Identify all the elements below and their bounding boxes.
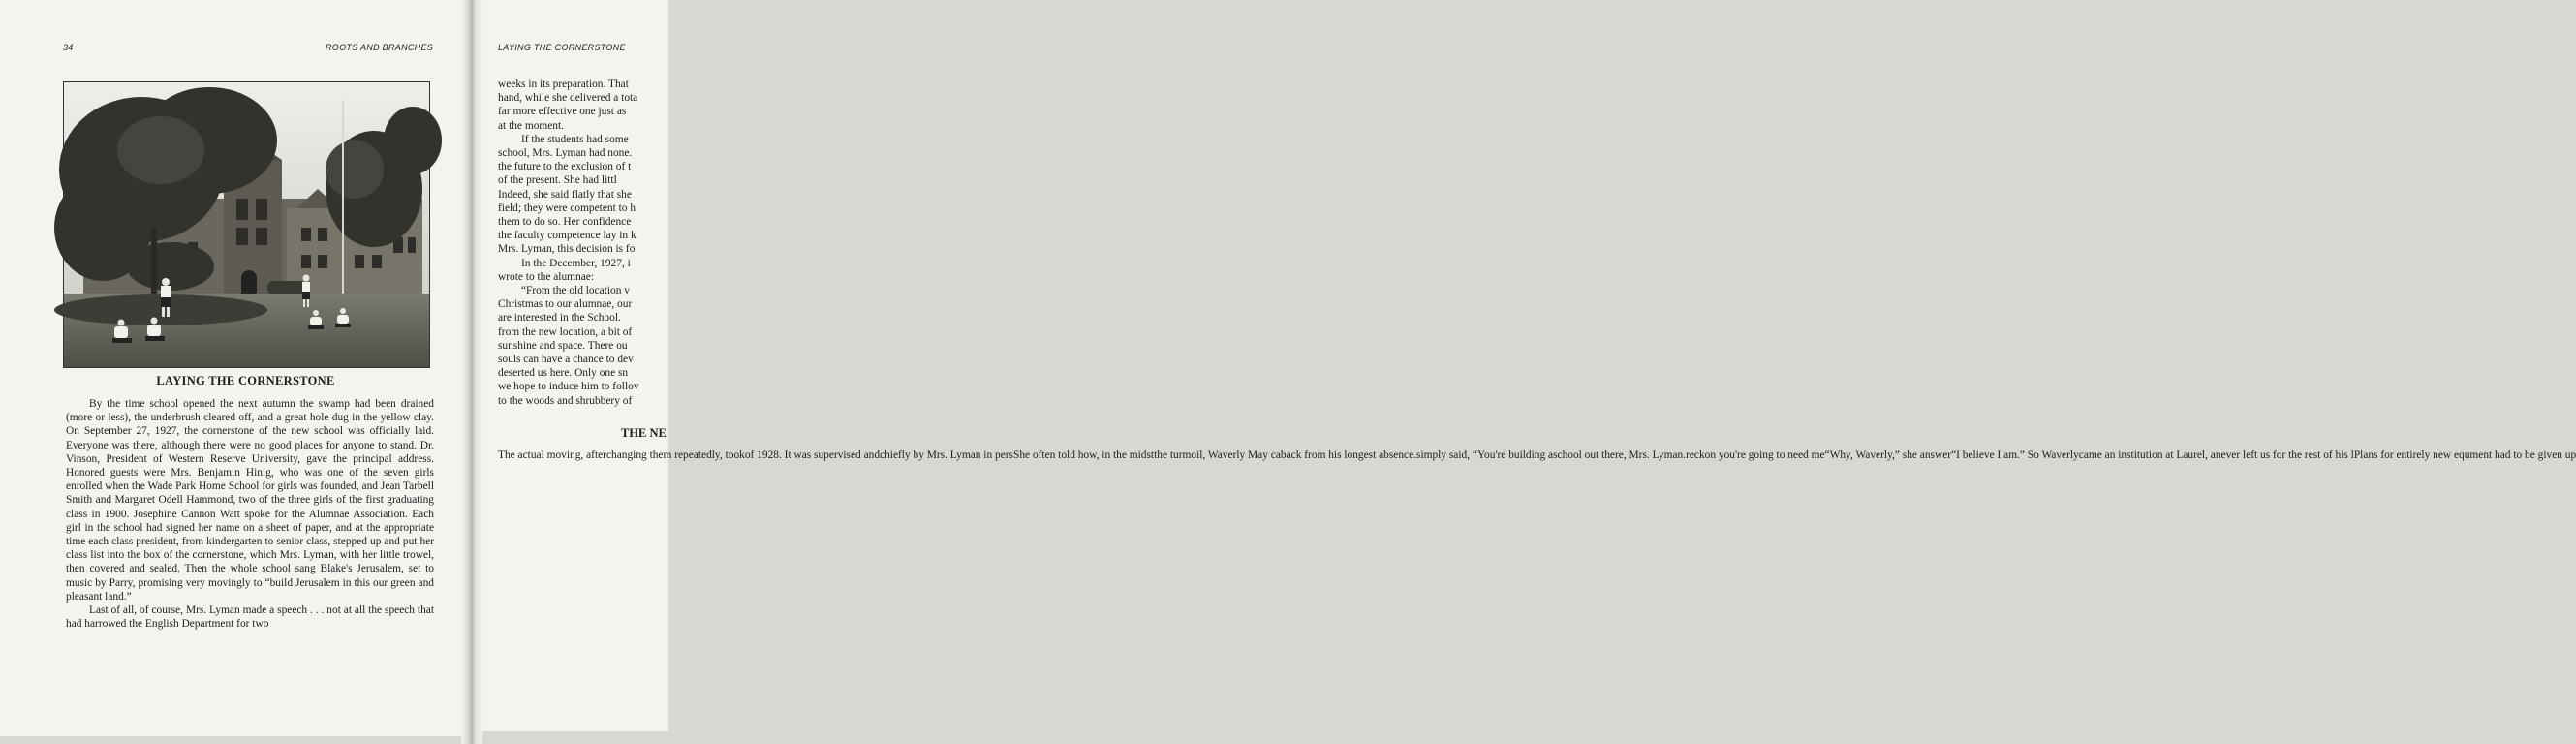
text-line: to the woods and shrubbery of <box>498 394 633 407</box>
text-line: of 1928. It was supervised and <box>744 450 881 461</box>
paragraph-speech: Last of all, of course, Mrs. Lyman made a speech . . . not at all the speech that had harrowed the English Department for two <box>66 604 434 631</box>
text-line: from the new location, a bit of <box>498 326 633 338</box>
text-line: school, Mrs. Lyman had none. <box>498 147 633 160</box>
right-column-text-bottom <box>498 449 2576 462</box>
text-line: simply said, “You're building a <box>1416 450 1554 461</box>
text-line: Christmas to our alumnae, our <box>498 298 633 311</box>
text-line: never left us for the rest of his l <box>2215 450 2354 461</box>
text-line: hand, while she delivered a tota <box>498 92 638 105</box>
text-line: the faculty competence lay in k <box>498 230 636 242</box>
text-line: the turmoil, Waverly May ca <box>1154 450 1281 461</box>
section-head-the-new: THE NE <box>621 426 667 440</box>
text-line: we hope to induce him to follov <box>498 381 639 393</box>
text-line: “Why, Waverly,” she answer <box>1824 450 1952 461</box>
text-line: “I believe I am.” So Waverly <box>1951 450 2079 461</box>
text-line: The actual moving, after <box>498 450 606 461</box>
text-line: sunshine and space. There ou <box>498 339 628 352</box>
text-line: wrote to the alumnae: <box>498 270 595 283</box>
right-column-text-top <box>498 78 701 408</box>
running-head-right: LAYING THE CORNERSTONE <box>498 43 626 52</box>
photo-illustration <box>64 82 429 367</box>
text-line: the future to the exclusion of t <box>498 161 632 173</box>
text-line: chiefly by Mrs. Lyman in pers <box>880 450 1013 461</box>
page-number: 34 <box>63 43 74 52</box>
section-title: LAYING THE CORNERSTONE <box>156 374 335 388</box>
text-line: back from his longest absence. <box>1280 450 1417 461</box>
text-line: In the December, 1927, i <box>521 257 631 269</box>
text-line: ment had to be given up <box>2469 450 2576 461</box>
text-line: changing them repeatedly, took <box>605 450 745 461</box>
text-line: Plans for entirely new equ <box>2353 450 2470 461</box>
text-line: them to do so. Her confidence <box>498 216 632 229</box>
text-line: souls can have a chance to dev <box>498 354 634 366</box>
text-line: of the present. She had littl <box>498 174 617 187</box>
running-head-left: ROOTS AND BRANCHES <box>326 43 434 52</box>
text-line: came an institution at Laurel, a <box>2078 450 2216 461</box>
left-column-text <box>66 397 434 631</box>
text-line: school out there, Mrs. Lyman. <box>1553 450 1687 461</box>
text-line: field; they were competent to h <box>498 202 636 214</box>
text-line: deserted us here. Only one sn <box>498 367 629 380</box>
text-line: are interested in the School. <box>498 312 621 325</box>
text-line: “From the old location v <box>521 285 630 297</box>
book-gutter <box>461 0 482 744</box>
left-page <box>0 0 462 736</box>
text-line: She often told how, in the midst <box>1012 450 1155 461</box>
text-line: at the moment. <box>498 119 565 132</box>
text-line: reckon you're going to need me <box>1686 450 1825 461</box>
text-line: Indeed, she said flatly that she <box>498 188 632 201</box>
text-line: If the students had some <box>521 133 629 145</box>
text-line: Mrs. Lyman, this decision is fo <box>498 243 636 256</box>
text-line: far more effective one just as <box>498 106 627 118</box>
text-line: weeks in its preparation. That <box>498 78 629 90</box>
school-photograph <box>63 81 430 368</box>
paragraph-cornerstone: By the time school opened the next autumn the swamp had been drained (more or less), the underbrush cleared off, and a great hole dug in the yellow clay. On September 27, 1927, the cornerstone of the new school was officially laid. Everyone was there, although there were no good places for anyone to stand. Dr. Vinson, President of Western Reserve University, gave the principal address. Honored guests were Mrs. Benjamin Hinig, who was one of the seven girls enrolled when the Wade Park Home School for girls was founded, and Jean Tarbell Smith and Margaret Odell Hammond, two of the three girls of the first graduating class in 1900. Josephine Cannon Watt spoke for the Alumnae Association. Each girl in the school had signed her name on a sheet of paper, and at the appropriate time each class president, from kindergarten to senior class, stepped up and put her class list into the box of the cornerstone, which Mrs. Lyman, with her little trowel, then covered and sealed. Then the whole school sang Blake's Jerusalem, set to music by Parry, promising very movingly to “build Jerusalem in this our green and pleasant land.” <box>66 398 434 603</box>
